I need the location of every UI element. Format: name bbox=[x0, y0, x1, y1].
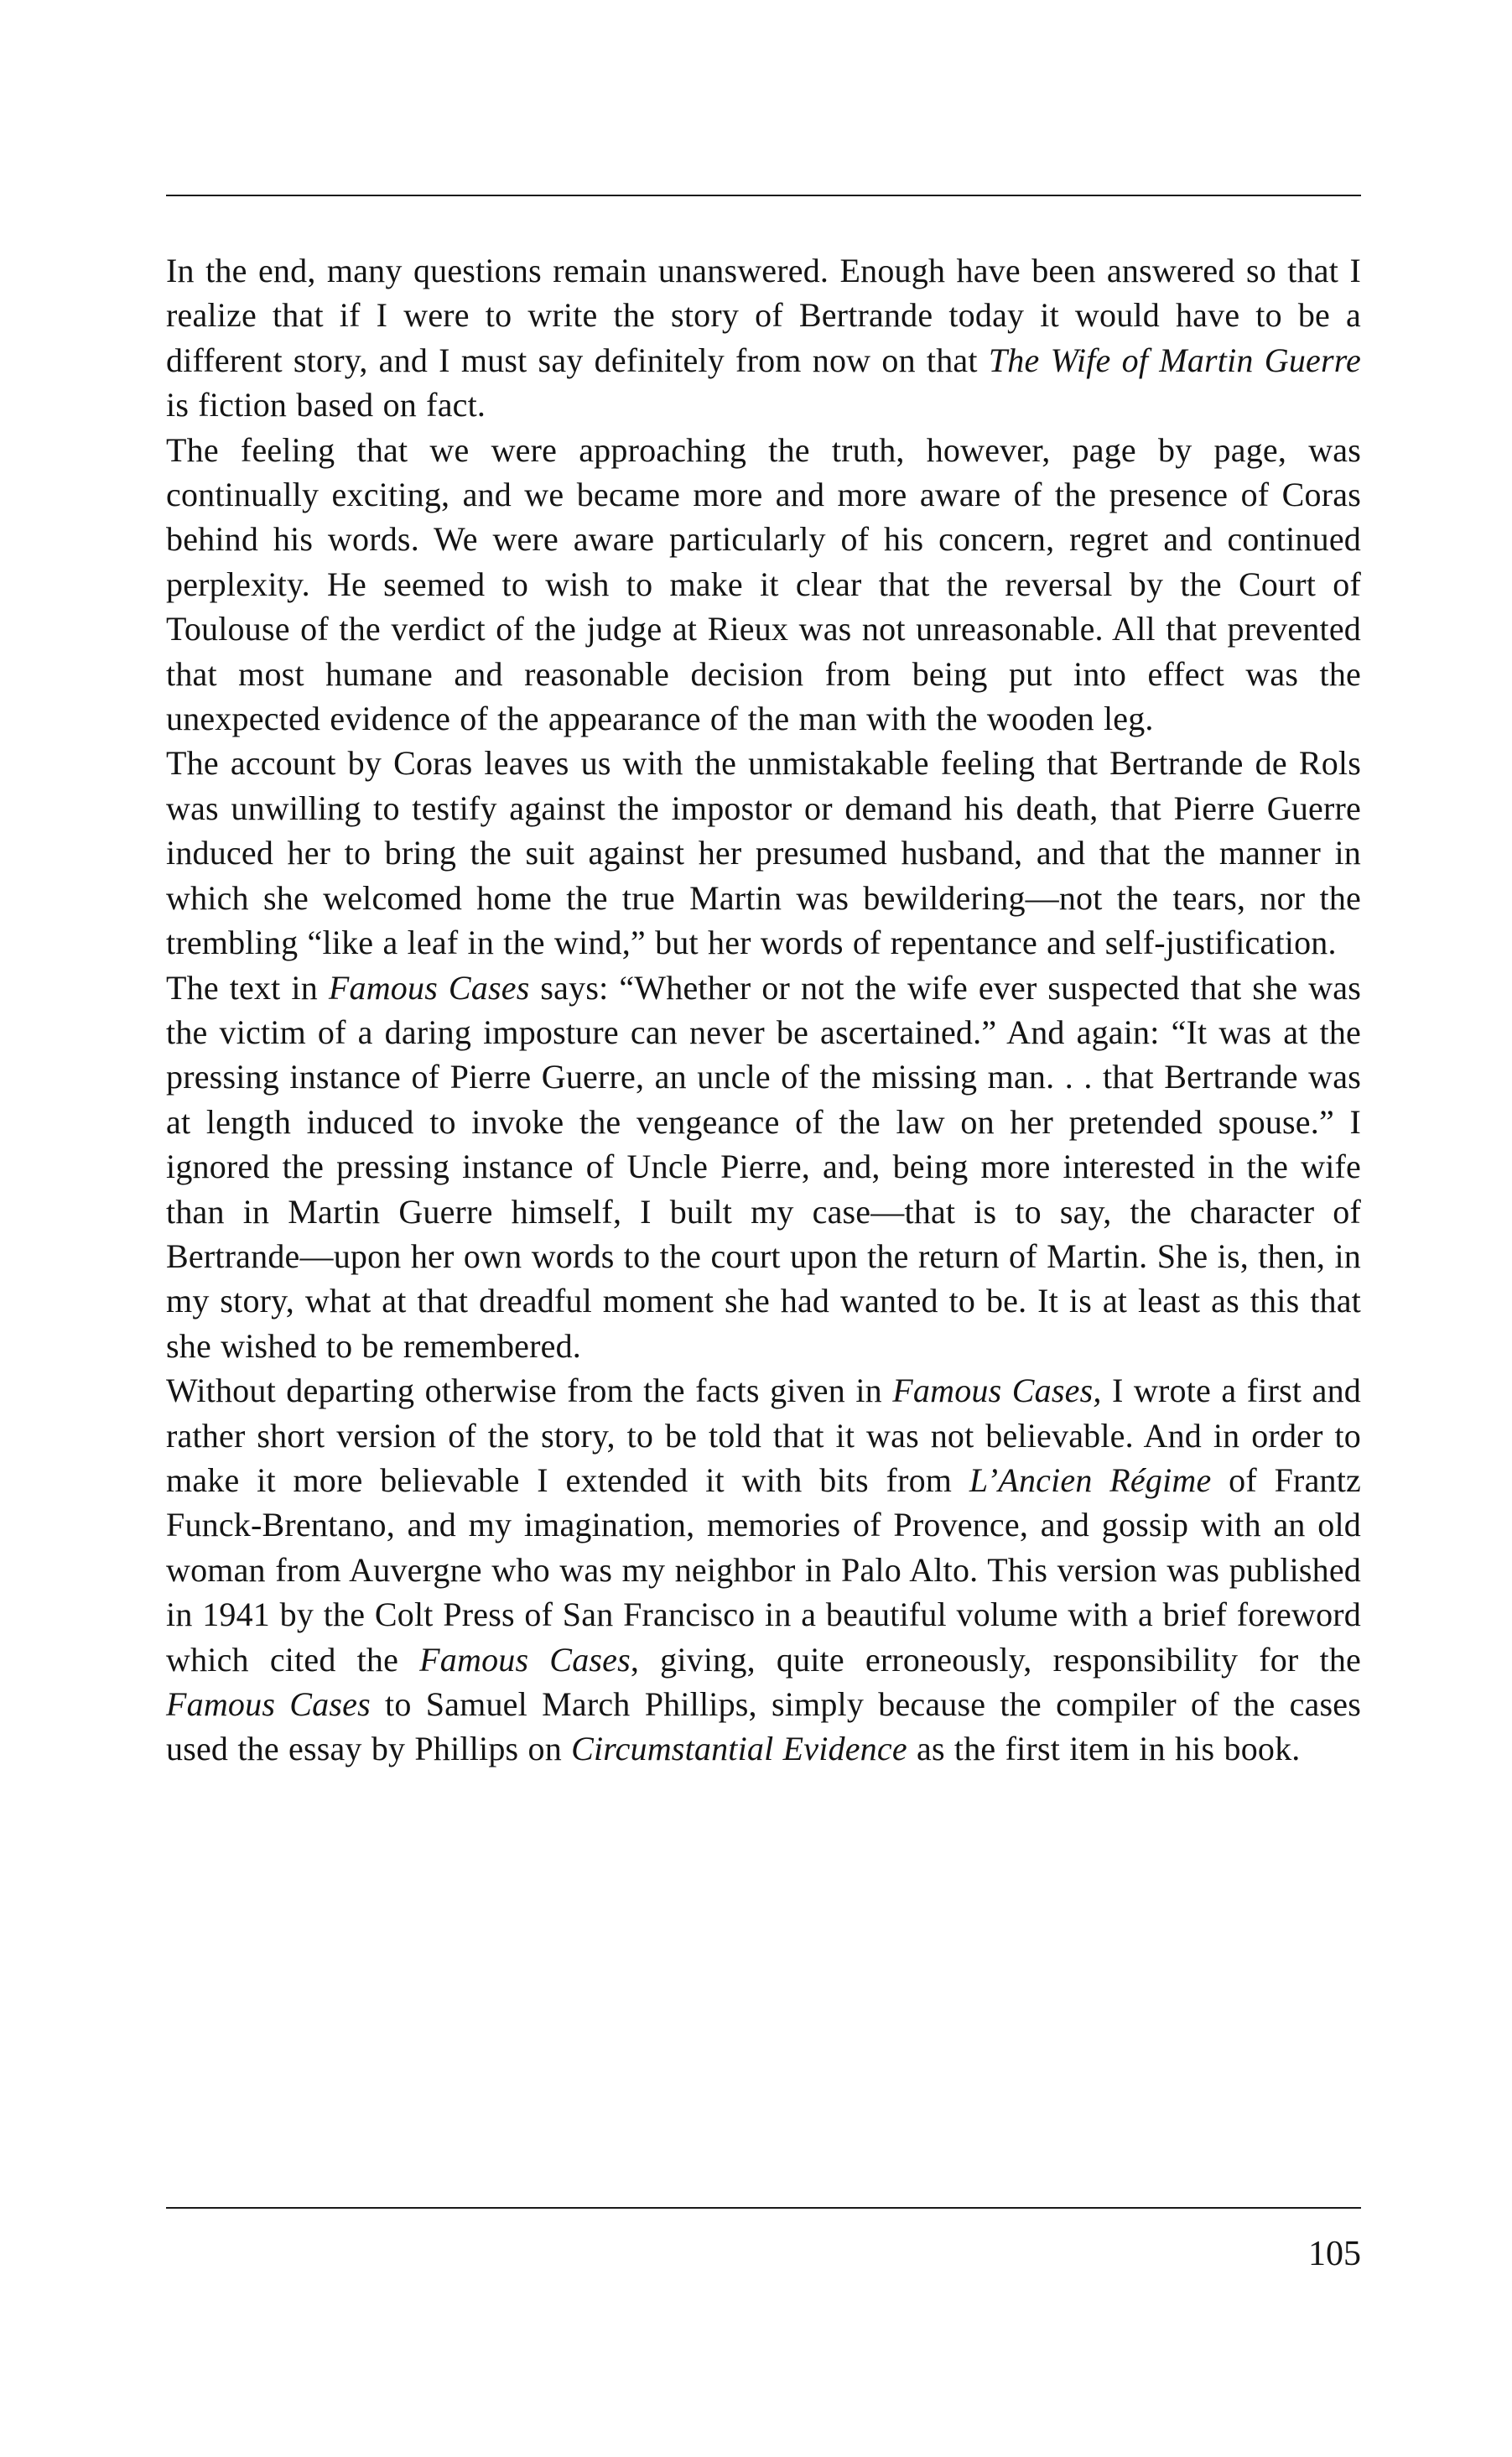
page-number: 105 bbox=[1308, 2235, 1361, 2273]
italic-title: L’Ancien Régime bbox=[969, 1460, 1212, 1499]
text-run: The account by Coras leaves us with the unmistakable feeling that Bertrande de Rols was unwilling to testify against the impostor or demand his death, that Pierre Guerre induced her to bring the suit against her presumed husband, and that the manner in which she welcomed home the true Martin was bewildering—not the tears, nor the trembling “like a leaf in the wind,” but her words of repentance and self-justification. bbox=[166, 744, 1361, 962]
text-run: The feeling that we were approaching the truth, however, page by page, was continually exciting, and we became more and more aware of the presence of Coras behind his words. We were aware particularly of his concern, regret and continued perplexity. He seemed to wish to make it clear that the reversal by the Court of Toulouse of the verdict of the judge at Rieux was not unreasonable. All that prevented that most humane and reasonable decision from being put into effect was the unexpected evidence of the appearance of the man with the wooden leg. bbox=[166, 430, 1361, 738]
text-run: I wrote a first and rather short version of the story, to be told that it was not believable. And in order to make it more believable I extended it with bits from bbox=[166, 1372, 1361, 1499]
text-run: , giving, quite erroneously, responsibility for the bbox=[630, 1640, 1361, 1679]
italic-title: The Wife of Martin Guerre bbox=[988, 341, 1361, 379]
italic-title: Famous Cases bbox=[166, 1685, 371, 1723]
paragraph-5 bbox=[166, 1368, 1361, 1772]
italic-title: Famous Cases bbox=[419, 1640, 631, 1679]
text-run: to Samuel March Phillips, simply because the compiler of the cases used the essay by Phillips on bbox=[166, 1685, 1361, 1768]
italic-title: Famous Cases bbox=[328, 968, 530, 1007]
paragraph-2 bbox=[166, 428, 1361, 742]
text-run: says: “Whether or not the wife ever suspected that she was the victim of a daring imposture can never be ascertained.” And again: “It was at the pressing instance of Pierre Guerre, an uncle of the missing man. . . that Bertrande was at length induced to invoke the vengeance of the law on her pretended spouse.” I ignored the pressing instance of Uncle Pierre, and, being more interested in the wife than in Martin Guerre himself, I built my case—that is to say, the character of Bertrande—upon her own words to the court upon the return of Martin. She is, then, in my story, what at that dreadful moment she had wanted to be. It is at least as this that she wished to be remembered. bbox=[166, 968, 1362, 1365]
text-run: of Frantz Funck-Brentano, and my imagination, memories of Provence, and gossip with an old woman from Auvergne who was my neighbor in Palo Alto. This version was published in 1941 by the Colt Press of San Francisco in a beautiful volume with a brief foreword which cited the bbox=[166, 1460, 1361, 1679]
text-run: In the end, many questions remain unanswered. Enough have been answered so that I realize that if I were to write the story of Bertrande today it would have to be a different story, and I must say definitely from now on that bbox=[166, 252, 1361, 379]
text-run: as the first item in his book. bbox=[907, 1730, 1301, 1768]
paragraph-3 bbox=[166, 741, 1361, 965]
italic-title: Famous Cases, bbox=[892, 1372, 1102, 1410]
paragraph-4 bbox=[166, 966, 1361, 1369]
body-text bbox=[166, 248, 1361, 1772]
text-run: is fiction based on fact. bbox=[166, 386, 486, 424]
italic-title: Circumstantial Evidence bbox=[571, 1730, 907, 1768]
text-run: The text in bbox=[166, 968, 329, 1007]
paragraph-1 bbox=[166, 248, 1361, 428]
text-run: Without departing otherwise from the facts given in bbox=[166, 1372, 893, 1410]
top-rule bbox=[166, 195, 1361, 196]
bottom-rule bbox=[166, 2207, 1361, 2209]
